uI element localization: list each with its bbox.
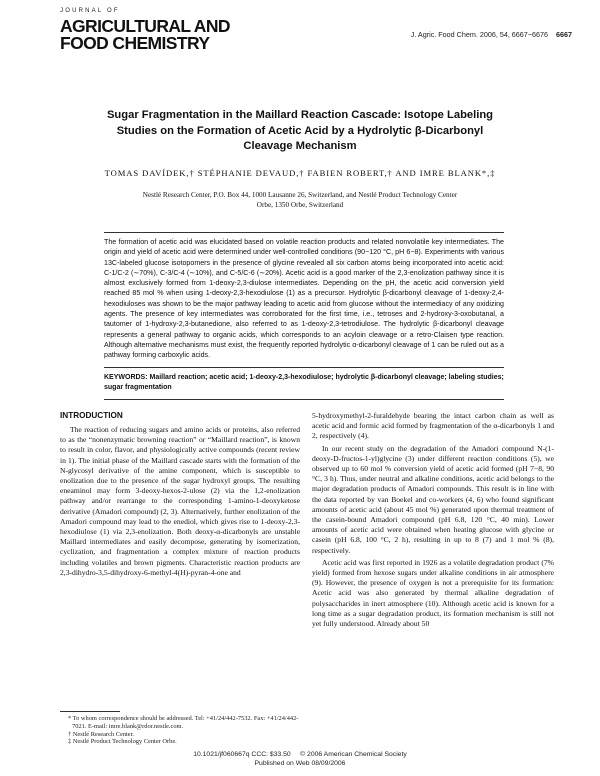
article-affiliation: Nestlé Research Center, P.O. Box 44, 1000 Lausanne 26, Switzerland, and Nestlé Product Technology Center Orbe, 1350 Orbe, Switzerland: [142, 191, 458, 210]
journal-logo-small: JOURNAL OF: [60, 8, 120, 14]
journal-citation: [330, 30, 572, 39]
abstract-bottom-rule: [104, 367, 504, 368]
intro-heading: INTRODUCTION: [60, 411, 123, 420]
body-column-left: [60, 425, 300, 580]
paragraph: Acetic acid was first reported in 1926 as a volatile degradation product (7% yield) formed from hexose sugars under alkaline conditions in air atmosphere (9). However, the presence of oxygen is not a prerequisite for its formation: Acetic acid was also generated by thermal alkaline degradation of polysaccharides in inert atmosphere (10). Although acetic acid is known for a long time as a sugar degradation product, its formation mechanism is still not yet fully understood. Already about 50: [312, 557, 554, 629]
footnotes: [60, 715, 300, 746]
keywords-text: Maillard reaction; acetic acid; 1-deoxy-2,3-hexodiulose; hydrolytic β-dicarbonyl cleavage; labeling studies; sugar fragmentation: [104, 374, 504, 392]
page-footer: [140, 750, 460, 768]
abstract-top-rule: [104, 232, 504, 233]
journal-logo-line1: AGRICULTURAL AND: [60, 16, 230, 36]
footnote: ‡ Nestlé Product Technology Center Orbe.: [68, 738, 177, 746]
journal-logo-line2: FOOD CHEMISTRY: [60, 33, 210, 53]
keywords-label: KEYWORDS:: [104, 374, 150, 381]
citation-text: J. Agric. Food Chem. 2006, 54, 6667−6676: [410, 30, 548, 39]
article-authors: TOMAS DAVÍDEK,† STÉPHANIE DEVAUD,† FABIEN ROBERT,† AND IMRE BLANK*,‡: [104, 168, 496, 178]
paragraph: In our recent study on the degradation of the Amadori compound N-(1-deoxy-D-fructos-1-yl)glycine (3) under different reaction conditions (5), we observed up to 60 mol % conversion yield of acetic acid formed (pH 7−8, 90 °C, 3 h). Thus, under neutral and alkaline conditions, acetic acid belongs to the major degradation products of Amadori compounds. This result is in line with the data reported by van Boekel and co-workers (4, 6) who found significant amounts of acetic acid (about 45 mol %) generated upon thermal treatment of the casein-bound Amadori compound (pH 6.8, 120 °C, 40 min). Lower amounts of acetic acid were obtained when heating glucose with glycine or casein (pH 6.8, 100 °C, 2 h), resulting in up to 8 (7) and 1 mol % (8), respectively.: [312, 443, 554, 555]
keywords-block: [104, 373, 504, 393]
footnote: † Nestlé Research Center.: [68, 730, 135, 738]
article-title: Sugar Fragmentation in the Maillard Reaction Cascade: Isotope Labeling Studies on the Formation of Acetic Acid by a Hydrolytic β-Dicarbonyl Cleavage Mechanism: [106, 109, 494, 153]
published-date: Published on Web 08/09/2006: [254, 760, 346, 767]
article-abstract: The formation of acetic acid was elucidated based on volatile reaction products and related nonvolatile key intermediates. The origin and yield of acetic acid were determined under well-controlled conditions (90−120 °C, pH 6−8). Experiments with various 13C-labeled glucose isotopomers in the presence of glycine revealed all six carbon atoms being incorporated into acetic acid: C-1/C-2 (∼70%), C-3/C-4 (∼10%), and C-5/C-6 (∼20%). Acetic acid is a good marker of the 2,3-enolization pathway since it is almost exclusively formed from 1-deoxy-2,3-diulose intermediates. Depending on the pH, the acetic acid conversion yield reached 85 mol % when using 1-deoxy-2,3-hexodiulose (1) as a precursor. Hydrolytic β-dicarbonyl cleavage of 1-deoxy-2,4-hexodiuloses was shown to be the major pathway leading to acetic acid from glucose without the intermediacy of any oxidizing agents. The presence of key intermediates was corroborated for the first time, i.e., tetroses and 2-hydroxy-3-oxobutanal, a tautomer of 1-hydroxy-2,3-butanedione, also referred to as 1-deoxy-2,3-tetrodiulose. The hydrolytic β-dicarbonyl cleavage represents a general pathway to organic acids, which corresponds to an acyloin cleavage or a retro-Claisen type reaction. Although alternative mechanisms must exist, the frequently reported hydrolytic α-dicarbonyl cleavage of 1 can be ruled out as a pathway forming carboxylic acids.: [104, 238, 504, 360]
footnote: * To whom correspondence should be addressed. Tel: +41/24/442-7532. Fax: +41/24/442-7021. E-mail: imre.blank@rdor.nestle.com.: [68, 715, 299, 730]
keywords-bottom-rule: [104, 399, 504, 400]
paragraph: The reaction of reducing sugars and amino acids or proteins, also referred to as the “nonenzymatic browning reaction” or “Maillard reaction”, is known to result in color, flavor, and physiologically active compounds (recent review in 1). The initial phase of the Maillard cascade starts with the formation of the N-glycosyl derivative of the amine component, which is susceptible to enolization due to the presence of the sugar hydroxyl groups. The resulting eneaminol may form 3-deoxy-hexos-2-ulose (2) via the 1,2-enolization pathway and/or rearrange to the corresponding 1-amino-1-deoxyketose derivative (Amadori compound) (2, 3). Alternatively, further enolization of the Amadori compound may lead to the enediol, which gives rise to 1-deoxy-2,3-hexodiulose (1) via 2,3-enolization. Both deoxy-α-dicarbonyls are unstable Maillard intermediates and easily decompose, generating by isomerization, cyclization, and fragmentation a complex mixture of reaction products including volatiles and brown pigments. Characteristic reaction products are 2,3-dihydro-3,5-dihydroxy-6-methyl-4(H)-pyran-4-one and: [60, 425, 300, 577]
paragraph: 5-hydroxymethyl-2-furaldehyde bearing the intact carbon chain as well as acetic acid and formic acid formed by fragmentation of the α-dicarbonyls 1 and 2, respectively (4).: [312, 411, 554, 441]
footnote-rule: [60, 711, 120, 712]
page-number: 6667: [556, 30, 572, 39]
body-column-right: [312, 411, 554, 631]
doi-line: 10.1021/jf060667q CCC: $33.50 © 2006 American Chemical Society: [193, 751, 407, 758]
